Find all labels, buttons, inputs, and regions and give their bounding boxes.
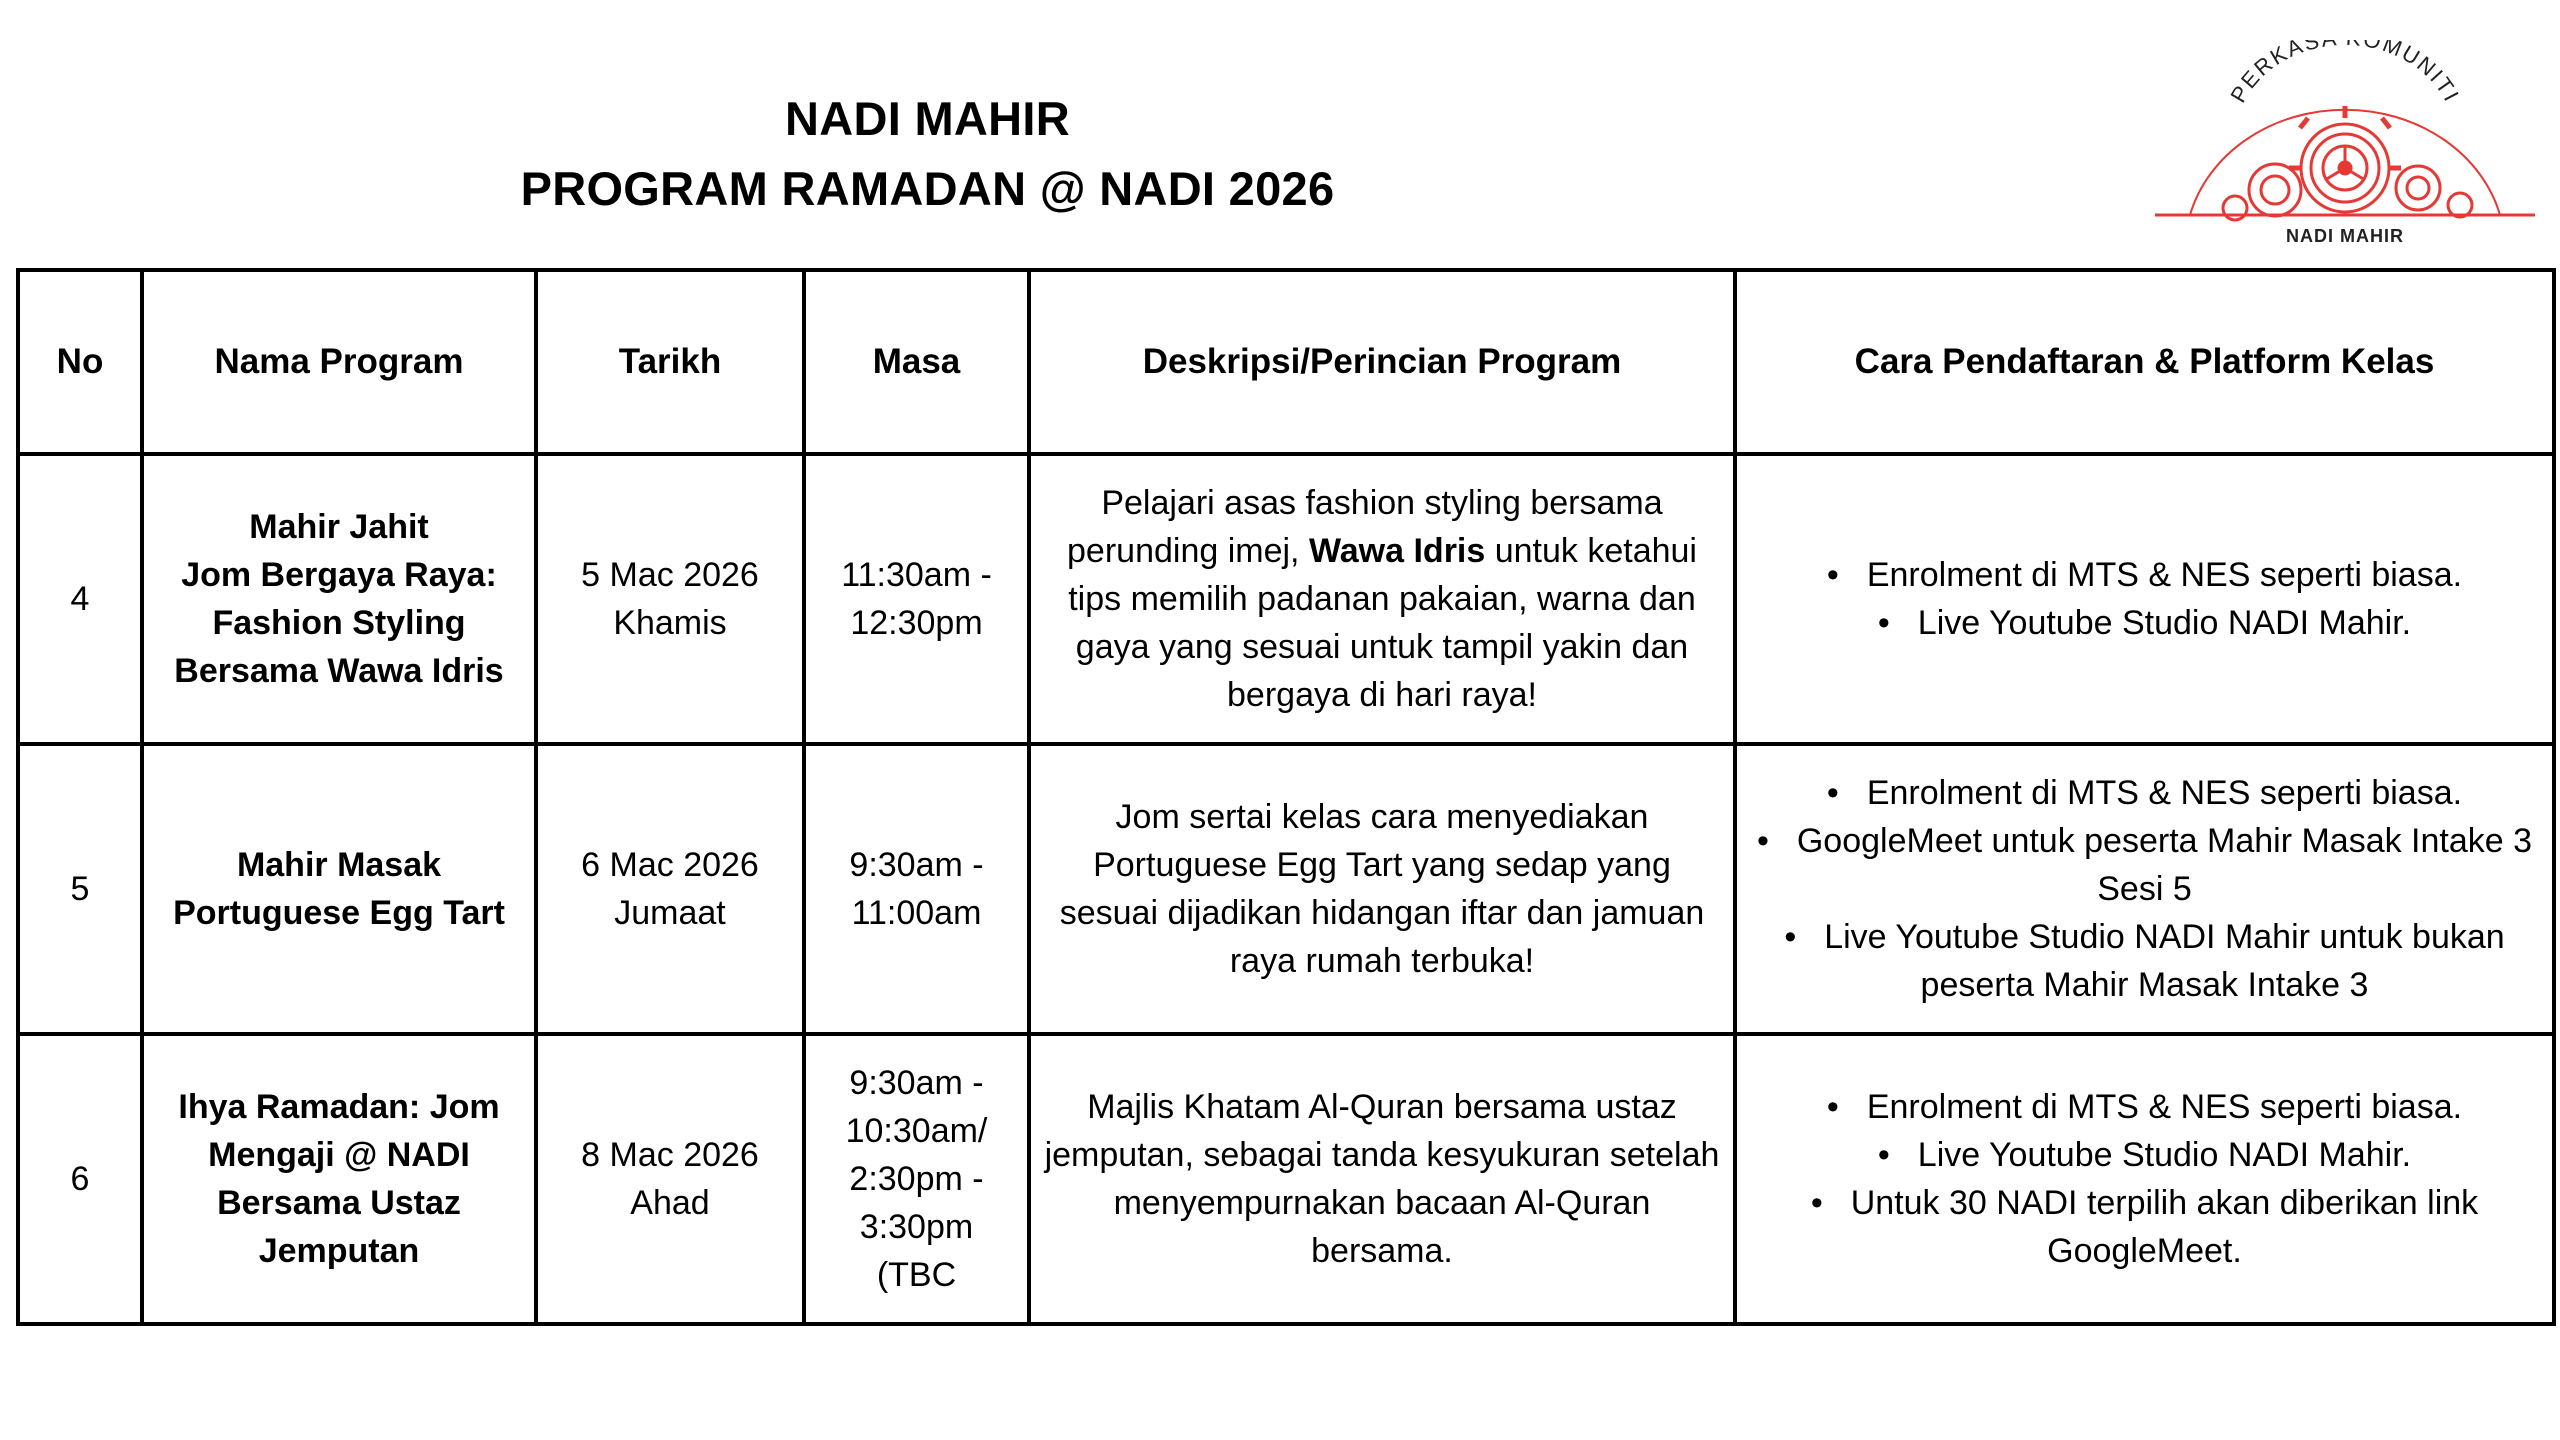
- list-item: [1749, 769, 2540, 817]
- tarikh-day: Jumaat: [614, 894, 726, 932]
- platform-text: Live Youtube Studio NADI Mahir untuk bukan peserta Mahir Masak Intake 3: [1824, 918, 2505, 1004]
- platform-list: [1749, 769, 2540, 1009]
- nama-line: Jom Bergaya Raya:: [181, 556, 497, 594]
- cell-deskripsi: [1029, 454, 1735, 744]
- platform-text: GoogleMeet untuk peserta Mahir Masak Intake 3 Sesi 5: [1796, 822, 2533, 908]
- cell-masa: [804, 744, 1029, 1034]
- title-line-1: NADI MAHIR: [785, 92, 1070, 145]
- masa-line: 3:30pm: [859, 1208, 974, 1246]
- list-item: [1749, 1131, 2540, 1179]
- table-row: [18, 454, 2554, 744]
- nama-line: Jemputan: [258, 1232, 420, 1270]
- nama-line: Mahir Masak: [236, 846, 442, 884]
- logo-label: NADI MAHIR: [2286, 226, 2404, 246]
- logo-arc-text: PERKAS OMUNITI: [2225, 40, 2465, 107]
- tarikh-date: 6 Mac 2026: [581, 846, 759, 884]
- masa-line: 9:30am -: [849, 846, 984, 884]
- cell-no: 6: [18, 1034, 142, 1324]
- masa-line: 2:30pm -: [849, 1160, 984, 1198]
- tarikh-day: Ahad: [630, 1184, 710, 1222]
- deskripsi-text: Pelajari asas fashion styling bersama perunding imej,: [1067, 484, 1663, 570]
- list-item: [1749, 1083, 2540, 1131]
- list-item: [1749, 913, 2540, 1009]
- header-tarikh: Tarikh: [536, 270, 804, 454]
- cell-deskripsi: Majlis Khatam Al-Quran bersama ustaz jemputan, sebagai tanda kesyukuran setelah menyempurnakan bacaan Al-Quran bersama.: [1029, 1034, 1735, 1324]
- platform-list: [1749, 1083, 2540, 1275]
- cell-nama-program: [142, 744, 536, 1034]
- bullet-icon: •: [1756, 822, 1769, 860]
- masa-line: 12:30pm: [850, 604, 983, 642]
- cell-no: 5: [18, 744, 142, 1034]
- header-no: No: [18, 270, 142, 454]
- platform-text: Live Youtube Studio NADI Mahir.: [1917, 1136, 2412, 1174]
- table-header-row: [18, 270, 2554, 454]
- masa-line: 11:00am: [851, 894, 982, 932]
- list-item: [1749, 599, 2540, 647]
- nama-line: Mengaji @ NADI: [208, 1136, 470, 1174]
- cell-deskripsi: Jom sertai kelas cara menyediakan Portuguese Egg Tart yang sedap yang sesuai dijadikan hidangan iftar dan jamuan raya rumah terbuka!: [1029, 744, 1735, 1034]
- list-item: [1749, 1179, 2540, 1275]
- masa-line: (TBC: [876, 1256, 957, 1294]
- platform-text: Enrolment di MTS & NES seperti biasa.: [1866, 1088, 2463, 1126]
- bullet-icon: •: [1784, 918, 1797, 956]
- list-item: [1749, 551, 2540, 599]
- bullet-icon: •: [1877, 604, 1890, 642]
- platform-text: Live Youtube Studio NADI Mahir.: [1917, 604, 2412, 642]
- bullet-icon: •: [1826, 556, 1839, 594]
- platform-text: Untuk 30 NADI terpilih akan diberikan link GoogleMeet.: [1850, 1184, 2479, 1270]
- cell-tarikh: [536, 744, 804, 1034]
- nadi-mahir-logo: [2150, 40, 2540, 260]
- page-title: [0, 84, 1855, 224]
- cell-masa: [804, 454, 1029, 744]
- cell-nama-program: [142, 1034, 536, 1324]
- svg-text:PERKASA KOMUNITI: [2225, 40, 2464, 107]
- table-row: [18, 1034, 2554, 1324]
- cell-nama-program: [142, 454, 536, 744]
- platform-text: Enrolment di MTS & NES seperti biasa.: [1866, 556, 2463, 594]
- platform-list: [1749, 551, 2540, 647]
- header-masa: Masa: [804, 270, 1029, 454]
- header-nama-program: Nama Program: [142, 270, 536, 454]
- gear-logo-icon: [2150, 40, 2540, 230]
- cell-tarikh: [536, 454, 804, 744]
- header-deskripsi: Deskripsi/Perincian Program: [1029, 270, 1735, 454]
- bullet-icon: •: [1826, 1088, 1839, 1126]
- table-row: [18, 744, 2554, 1034]
- cell-no: 4: [18, 454, 142, 744]
- platform-text: Enrolment di MTS & NES seperti biasa.: [1866, 774, 2463, 812]
- nama-line: Mahir Jahit: [249, 508, 429, 546]
- bullet-icon: •: [1877, 1136, 1890, 1174]
- cell-cara-pendaftaran: [1735, 1034, 2554, 1324]
- masa-line: 9:30am -: [849, 1064, 984, 1102]
- masa-line: 11:30am -: [841, 556, 992, 594]
- bullet-icon: •: [1826, 774, 1839, 812]
- tarikh-date: 5 Mac 2026: [581, 556, 759, 594]
- nama-line: Fashion Styling: [212, 604, 466, 642]
- masa-line: 10:30am/: [845, 1112, 988, 1150]
- tarikh-day: Khamis: [613, 604, 727, 642]
- program-table: [16, 268, 2556, 1326]
- tarikh-date: 8 Mac 2026: [581, 1136, 759, 1174]
- list-item: [1749, 817, 2540, 913]
- nama-line: Portuguese Egg Tart: [173, 894, 505, 932]
- title-line-2: PROGRAM RAMADAN @ NADI 2026: [520, 162, 1335, 215]
- cell-cara-pendaftaran: [1735, 454, 2554, 744]
- header-cara-pendaftaran: Cara Pendaftaran & Platform Kelas: [1735, 270, 2554, 454]
- cell-masa: [804, 1034, 1029, 1324]
- cell-cara-pendaftaran: [1735, 744, 2554, 1034]
- cell-tarikh: [536, 1034, 804, 1324]
- deskripsi-bold-name: Wawa Idris: [1308, 532, 1486, 570]
- nama-line: Bersama Ustaz: [217, 1184, 461, 1222]
- deskripsi-text: untuk ketahui tips memilih padanan pakaian, warna dan gaya yang sesuai untuk tampil yakin dan bergaya di hari raya!: [1068, 532, 1697, 714]
- nama-line: Bersama Wawa Idris: [174, 652, 504, 690]
- bullet-icon: •: [1810, 1184, 1823, 1222]
- nama-line: Ihya Ramadan: Jom: [178, 1088, 500, 1126]
